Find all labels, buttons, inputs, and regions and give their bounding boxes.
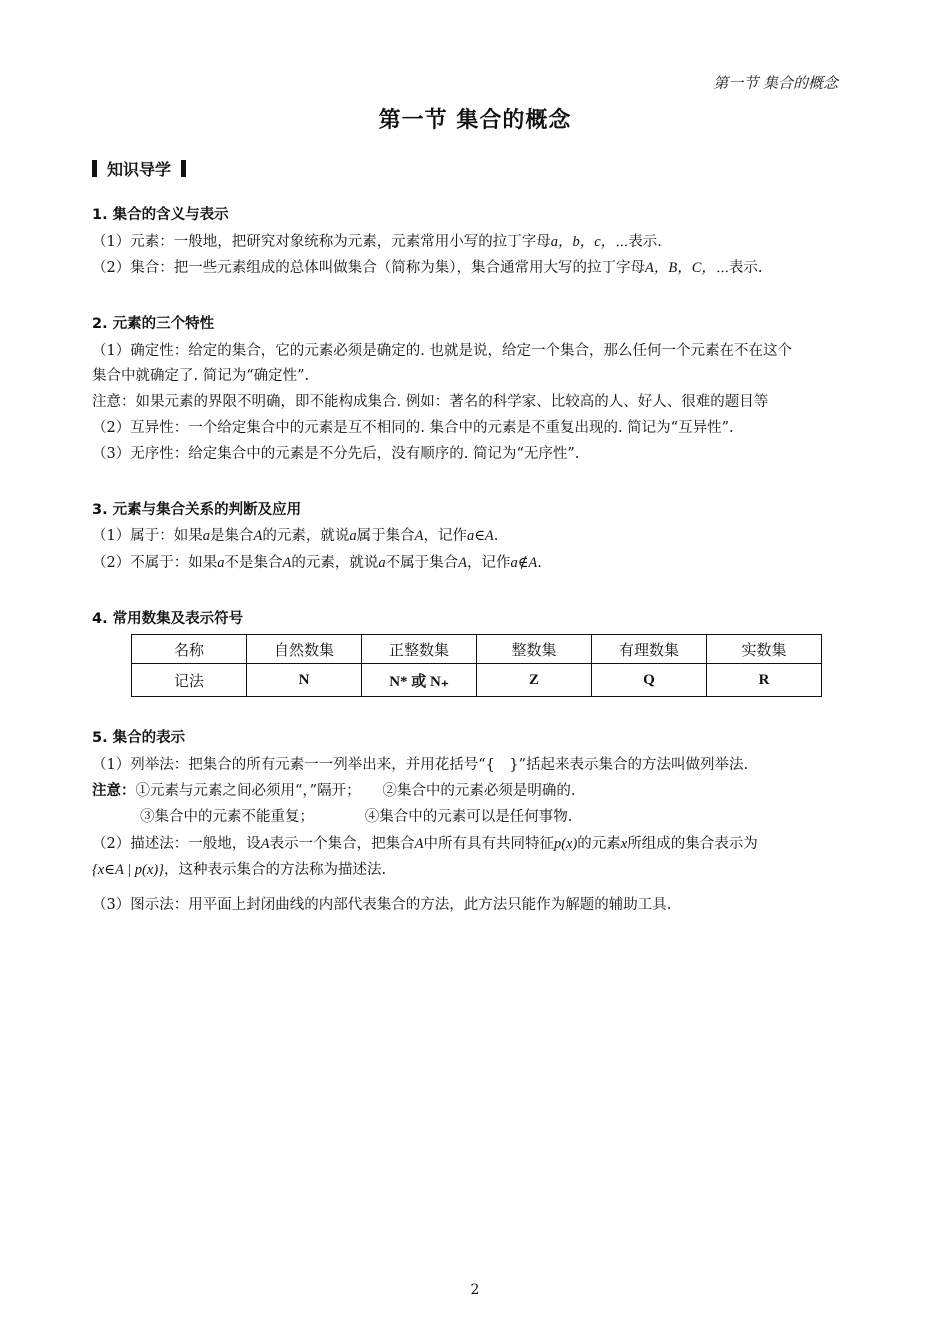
section-1-heading: 1. 集合的含义与表示 — [92, 207, 229, 223]
table-row — [132, 664, 822, 697]
running-header: 第一节 集合的概念 — [713, 74, 838, 92]
table-cell: Q — [592, 664, 707, 697]
section-1-line-2: （2）集合：把一些元素组成的总体叫做集合（简称为集），集合通常用大写的拉丁字母A，B，C，⋯表示. — [92, 260, 763, 276]
section-3-heading: 3. 元素与集合关系的判断及应用 — [92, 502, 302, 518]
section-5-note-2: ③集合中的元素不能重复； ④集合中的元素可以是任何事物. — [140, 809, 573, 825]
section-2-line-5: （3）无序性：给定集合中的元素是不分先后，没有顺序的. 简记为“无序性”. — [92, 446, 580, 462]
section-1-line-1: （1）元素：一般地，把研究对象统称为元素，元素常用小写的拉丁字母a，b，c，⋯表示. — [92, 234, 662, 250]
section-5-line-4: （3）图示法：用平面上封闭曲线的内部代表集合的方法，此方法只能作为解题的辅助工具. — [92, 897, 672, 913]
table-header-cell: 自然数集 — [247, 635, 362, 664]
table-cell: Z — [477, 664, 592, 697]
section-2-note: 注意：如果元素的界限不明确，即不能构成集合. 例如：著名的科学家、比较高的人、好人、很难的题目等 — [92, 394, 769, 410]
note-label: 注意： — [92, 783, 136, 799]
section-2-line-4: （2）互异性：一个给定集合中的元素是互不相同的. 集合中的元素是不重复出现的. 简记为“互异性”. — [92, 420, 734, 436]
section-5-note-1: 注意：①元素与元素之间必须用“，”隔开； ②集合中的元素必须是明确的. — [92, 783, 576, 799]
number-sets-table — [131, 634, 822, 697]
section-5-line-3: {x∈A | p(x)}，这种表示集合的方法称为描述法. — [92, 862, 387, 878]
table-header-cell: 正整数集 — [362, 635, 477, 664]
table-header-cell: 名称 — [132, 635, 247, 664]
right-bar-icon — [181, 160, 186, 177]
section-4-heading: 4. 常用数集及表示符号 — [92, 611, 244, 627]
section-2-heading: 2. 元素的三个特性 — [92, 316, 215, 332]
section-2-line-2: 集合中就确定了. 简记为“确定性”. — [92, 368, 310, 384]
table-row-label: 记法 — [132, 664, 247, 697]
table-header-cell: 整数集 — [477, 635, 592, 664]
section-5-heading: 5. 集合的表示 — [92, 730, 186, 746]
guide-heading-label: 知识导学 — [107, 160, 172, 179]
table-header-cell: 实数集 — [707, 635, 822, 664]
section-5-line-1: （1）列举法：把集合的所有元素一一列举出来，并用花括号“{ }”括起来表示集合的方法叫做列举法. — [92, 757, 749, 773]
table-header-row — [132, 635, 822, 664]
section-2-line-1: （1）确定性：给定的集合，它的元素必须是确定的. 也就是说，给定一个集合，那么任何一个元素在不在这个 — [92, 343, 792, 359]
page-title: 第一节 集合的概念 — [378, 107, 572, 133]
section-3-line-1: （1）属于：如果a是集合A的元素，就说a属于集合A，记作a∈A. — [92, 528, 499, 544]
section-5-line-2: （2）描述法：一般地，设A表示一个集合，把集合A中所有具有共同特征p(x)的元素x所组成的集合表示为 — [92, 836, 758, 852]
table-cell: R — [707, 664, 822, 697]
table-header-cell: 有理数集 — [592, 635, 707, 664]
guide-heading — [92, 157, 186, 180]
section-3-line-2: （2）不属于：如果a不是集合A的元素，就说a不属于集合A，记作a∉A. — [92, 555, 542, 571]
table-cell: N — [247, 664, 362, 697]
page-number: 2 — [470, 1282, 480, 1298]
left-bar-icon — [92, 160, 97, 177]
table-cell: N* 或 N₊ — [362, 664, 477, 697]
